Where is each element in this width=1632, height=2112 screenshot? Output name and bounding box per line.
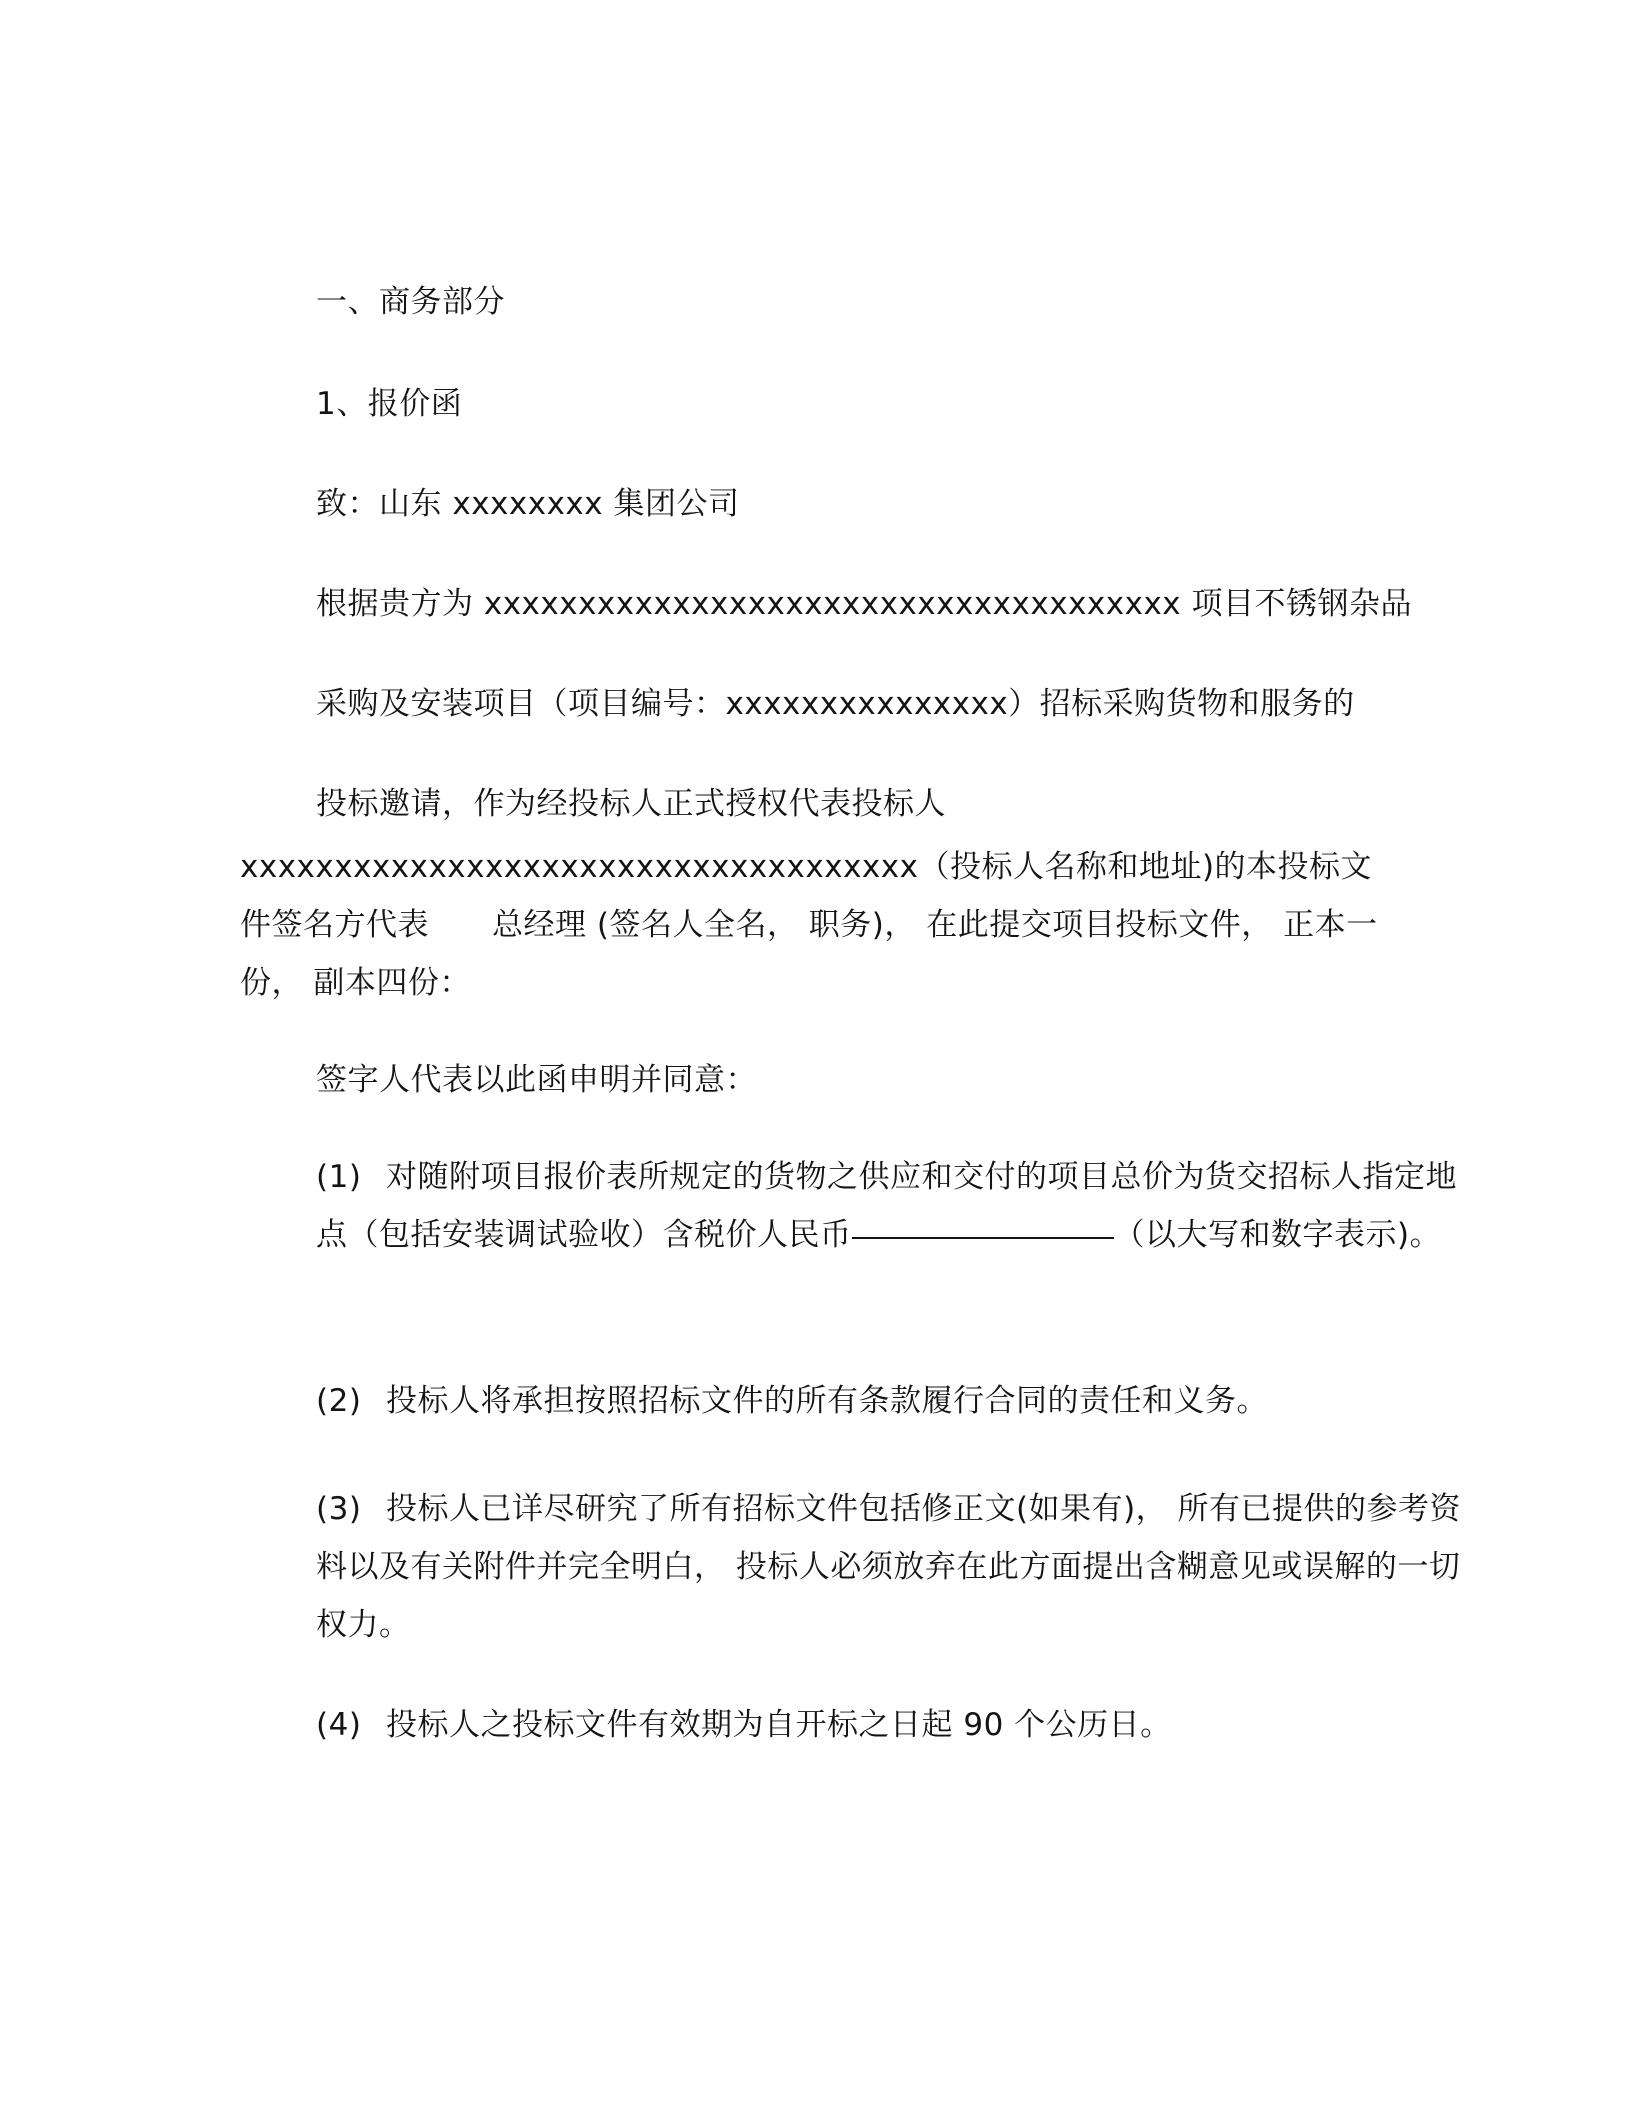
clause-text-tail: （以大写和数字表示)。 [1113, 1217, 1442, 1253]
clause-1 [240, 1148, 1476, 1264]
section-heading: 一、商务部分 [316, 284, 505, 320]
clause-number: (1) [316, 1159, 362, 1195]
clause-4 [240, 1696, 1476, 1754]
clause-number: (3) [316, 1491, 362, 1527]
clause-text: 投标人之投标文件有效期为自开标之日起 90 个公历日。 [386, 1707, 1172, 1743]
declaration: 签字人代表以此函申明并同意： [316, 1062, 757, 1098]
letter-title: 1、报价函 [316, 386, 463, 422]
clause-3 [240, 1480, 1476, 1654]
intro-paragraph-continued: xxxxxxxxxxxxxxxxxxxxxxxxxxxxxxxxxxxx（投标人名称和地址)的本投标文件签名方代表 总经理 (签名人全名， 职务)， 在此提交项目投标文件， 正本一份， 副本四份： [240, 849, 1378, 1001]
clause-text: 投标人将承担按照招标文件的所有条款履行合同的责任和义务。 [386, 1383, 1268, 1419]
clause-text: 对随附项目报价表所规定的货物之供应和交付的项目总价为货交招标人指定地点（包括安装调试验收）含税价人民币 [316, 1159, 1457, 1253]
intro-line-3: 投标邀请，作为经投标人正式授权代表投标人 [316, 786, 946, 822]
clause-number: (2) [316, 1383, 362, 1419]
intro-line-1: 根据贵方为 xxxxxxxxxxxxxxxxxxxxxxxxxxxxxxxxxxxxx 项目不锈钢杂品 [316, 586, 1412, 622]
clause-2 [240, 1372, 1476, 1430]
intro-line-2: 采购及安装项目（项目编号：xxxxxxxxxxxxxxx）招标采购货物和服务的 [316, 686, 1355, 722]
clause-text: 投标人已详尽研究了所有招标文件包括修正文(如果有)， 所有已提供的参考资料以及有关附件并完全明白， 投标人必须放弃在此方面提出含糊意见或误解的一切权力。 [316, 1491, 1462, 1643]
clause-number: (4) [316, 1707, 362, 1743]
price-blank-field [852, 1237, 1114, 1239]
addressee: 致：山东 xxxxxxxx 集团公司 [316, 486, 740, 522]
